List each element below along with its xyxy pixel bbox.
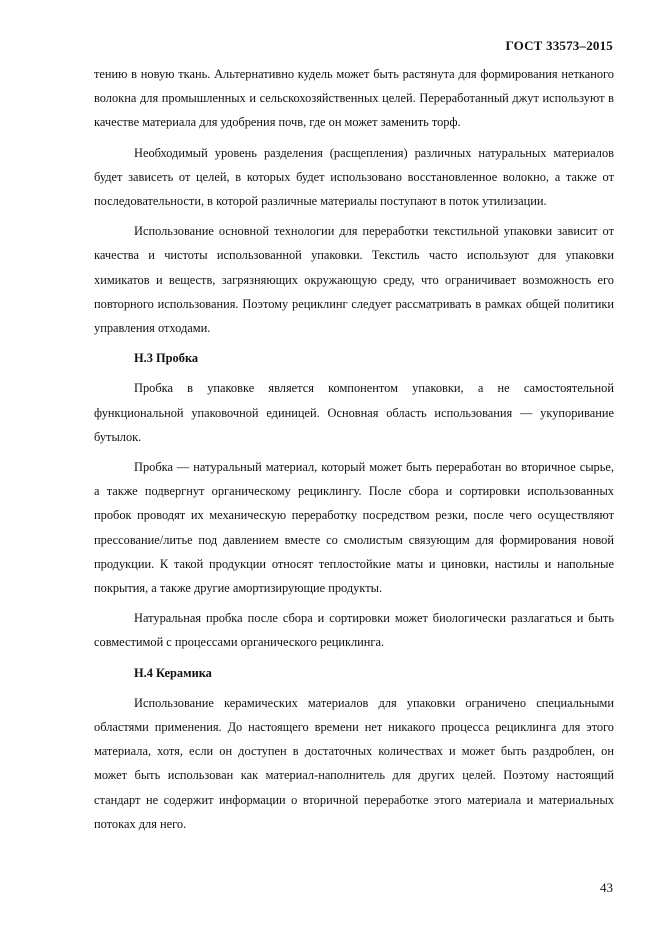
- paragraph-cork-biodegradable: Натуральная пробка после сбора и сортировки может биологически разлагаться и быть совместимой с процессами органического рециклинга.: [94, 611, 614, 650]
- page-number: 43: [600, 880, 613, 895]
- paragraph-jute-continuation: тению в новую ткань. Альтернативно кудель может быть растянута для формирования нетканого волокна для промышленных и сельскохозяйственных целей. Переработанный джут используют в качестве материала для удобрения почв, где он может заменить торф.: [94, 67, 614, 130]
- document-body: [94, 62, 614, 842]
- paragraph-cork-recycling: Пробка — натуральный материал, который может быть переработан во вторичное сырье, а также подвергнут органическому рециклингу. После сбора и сортировки использованных пробок проводят их механическую переработку посредством резки, после чего осуществляют прессование/литье под давлением вместе со смолистым связующим для формирования новой продукции. К такой продукции относят теплостойкие маты и циновки, настилы и напольные покрытия, а также другие амортизирующие продукты.: [94, 460, 614, 596]
- paragraph-cork-component: Пробка в упаковке является компонентом упаковки, а не самостоятельной функциональной упаковочной единицей. Основная область использования — укупоривание бутылок.: [94, 381, 614, 444]
- standard-code-header: ГОСТ 33573–2015: [505, 38, 613, 53]
- paragraph-ceramics: Использование керамических материалов для упаковки ограничено специальными областями применения. До настоящего времени нет никакого процесса рециклинга для этого материала, хотя, если он доступен в достаточных количествах и может быть раздроблен, он может быть использован как материал-наполнитель для других целей. Поэтому настоящий стандарт не содержит информации о вторичной переработке этого материала и материальных потоках для него.: [94, 695, 614, 831]
- section-heading-ceramics: Н.4 Керамика: [134, 665, 212, 680]
- section-heading-cork: Н.3 Пробка: [134, 351, 199, 366]
- paragraph-textile-technology: Использование основной технологии для переработки текстильной упаковки зависит от качества и чистоты использованной упаковки. Текстиль часто используют для упаковки химикатов и веществ, загрязняющих окружающую среду, что ограничивает возможность его повторного использования. Поэтому рециклинг следует рассматривать в рамках общей политики управления отходами.: [94, 224, 614, 336]
- paragraph-separation-level: Необходимый уровень разделения (расщепления) различных натуральных материалов будет зависеть от целей, в которых будет использовано восстановленное волокно, а также от последовательности, в которой различные материалы поступают в поток утилизации.: [94, 145, 614, 209]
